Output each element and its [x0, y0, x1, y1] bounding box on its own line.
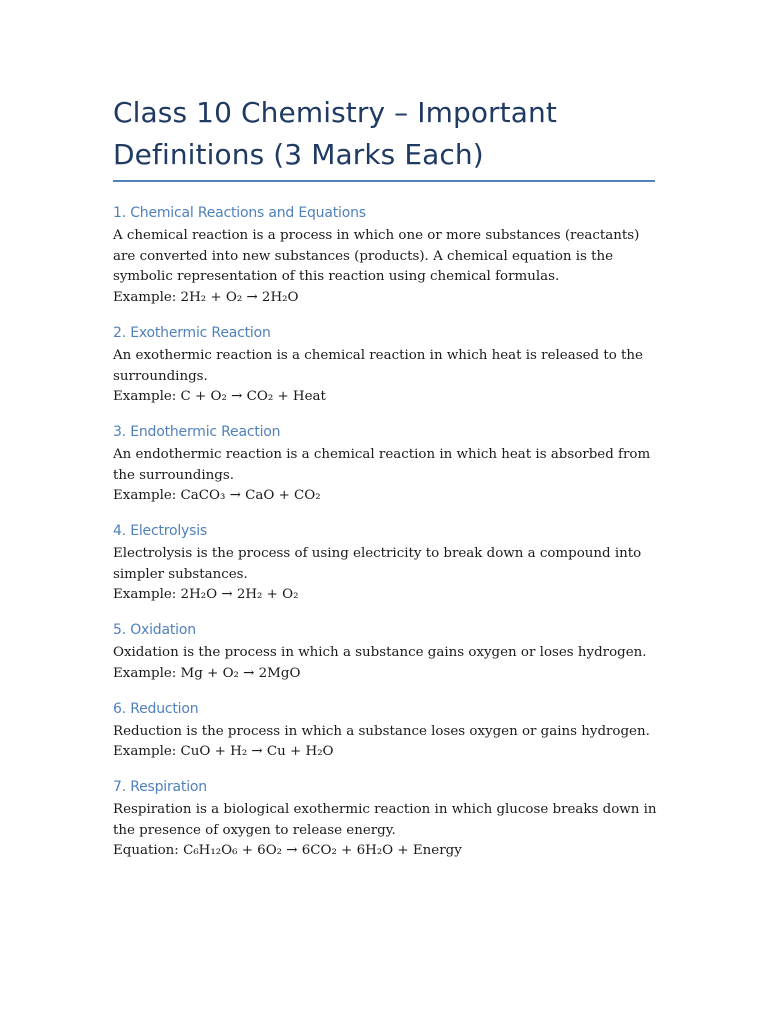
section-heading: 3. Endothermic Reaction — [113, 423, 281, 440]
document-title: Class 10 Chemistry – Important Definitions (3 Marks Each) — [113, 96, 557, 171]
section-heading: 7. Respiration — [113, 778, 207, 795]
section-definition: Oxidation is the process in which a substance gains oxygen or loses hydrogen. — [113, 645, 647, 661]
section-oxidation — [113, 620, 658, 684]
section-heading: 1. Chemical Reactions and Equations — [113, 205, 366, 221]
section-example: Example: Mg + O₂ → 2MgO — [113, 665, 301, 681]
section-example: Equation: C₆H₁₂O₆ + 6O₂ → 6CO₂ + 6H₂O + Energy — [113, 843, 462, 859]
section-endothermic-reaction — [113, 422, 658, 507]
section-reduction — [113, 699, 658, 763]
document-page — [113, 92, 658, 862]
section-example: Example: CaCO₃ → CaO + CO₂ — [113, 488, 321, 504]
section-definition: Reduction is the process in which a substance loses oxygen or gains hydrogen. — [113, 723, 650, 739]
section-respiration — [113, 777, 658, 862]
section-definition: An endothermic reaction is a chemical reaction in which heat is absorbed from the surroundings. — [113, 446, 651, 483]
section-example: Example: CuO + H₂ → Cu + H₂O — [113, 744, 334, 760]
section-electrolysis — [113, 521, 658, 606]
section-definition: Electrolysis is the process of using electricity to break down a compound into simpler substances. — [113, 546, 642, 582]
section-heading: 2. Exothermic Reaction — [113, 324, 271, 341]
section-definition: A chemical reaction is a process in which one or more substances (reactants) are converted into new substances (products). A chemical equation is the symbolic representation of this reaction using chemical formulas. — [113, 228, 640, 285]
section-chemical-reactions — [113, 203, 658, 309]
section-exothermic-reaction — [113, 323, 658, 408]
section-definition: Respiration is a biological exothermic reaction in which glucose breaks down in the presence of oxygen to release energy. — [113, 801, 657, 838]
section-heading: 6. Reduction — [113, 700, 199, 717]
section-heading: 4. Electrolysis — [113, 523, 208, 540]
section-example: Example: 2H₂O → 2H₂ + O₂ — [113, 587, 299, 603]
section-heading: 5. Oxidation — [113, 622, 196, 639]
section-definition: An exothermic reaction is a chemical reaction in which heat is released to the surroundings. — [113, 347, 643, 384]
section-example: Example: 2H₂ + O₂ → 2H₂O — [113, 290, 299, 306]
section-example: Example: C + O₂ → CO₂ + Heat — [113, 389, 326, 405]
